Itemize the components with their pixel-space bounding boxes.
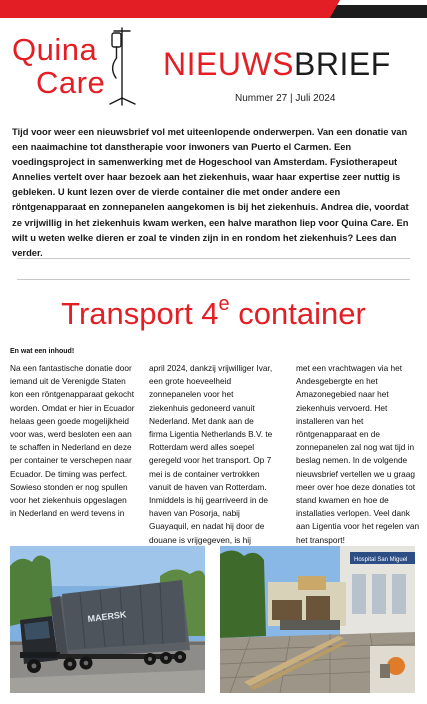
article-kicker: En wat een inhoud! <box>10 348 75 355</box>
newsletter-title-nieuws: NIEUWS <box>163 46 294 82</box>
article-column-1: Na een fantastische donatie door iemand uit de Verenigde Staten kon een röntgenapparaat gekocht worden. Omdat er hier in Ecuador helaas geen goede mogelijkheid voor was, werd besloten een aan te schaffen in Nederland en deze per container te verschepen naar Ecuador. De timing was perfect. Sowieso stonden er nog spullen voor het ziekenhuis opgeslagen in Nederland en werd tevens in <box>10 363 135 519</box>
article-title-superscript: e <box>218 292 230 315</box>
article-column-3: met een vrachtwagen via het Andesgebergte en het Amazonegebied naar het ziekenhuis vervoerd. Het installeren van het röntgenapparaat en de zonnepanelen zal nog wat tijd in beslag nemen. In de volgende nieuwsbrief vertellen we u graag meer over hoe deze donaties tot stand kwamen en hoe de installaties verlopen. Veel dank aan Ligentia voor het regelen van het transport! <box>296 363 420 545</box>
iv-drip-stand-icon <box>105 24 145 106</box>
hospital-sign-text: Hospital San Miguel <box>354 557 408 563</box>
intro-paragraph: Tijd voor weer een nieuwsbrief vol met uiteenlopende onderwerpen. Van een donatie van een naaimachine tot danstherapie voor inwoners van Puerto el Carmen. Een voedingsproject in samenwerking met de Hogeschool van Amsterdam. Fysiotherapeut Annelies vertelt over haar bezoek aan het ziekenhuis, waar haar expertise zeer nuttig is gebleken. U kunt lezen over de vierde container die met onder andere een röntgenapparaat en zonnepanelen aangekomen is bij het ziekenhuis. Andrea die, voordat ze vrijwillig in het ziekenhuis kwam werken, een halve marathon liep voor Quina Care. En wilt u weten welke dieren er zoal te vinden zijn in en rondom het ziekenhuis? Lees dan verder. <box>12 126 409 258</box>
newsletter-title <box>163 48 391 80</box>
container-brand-text: MAERSK <box>87 609 127 624</box>
newsletter-title-brief: BRIEF <box>294 46 391 82</box>
logo-line-quina: Quina <box>12 32 98 67</box>
article-title-end: container <box>229 296 366 331</box>
divider <box>17 258 410 259</box>
logo-line-care: Care <box>36 65 106 100</box>
top-banner <box>0 0 427 18</box>
article-title-main: Transport 4 <box>61 296 219 331</box>
top-banner-red-stripe <box>0 0 340 18</box>
issue-label: Nummer 27 | Juli 2024 <box>235 93 336 104</box>
divider <box>17 279 410 280</box>
article-title <box>0 294 427 334</box>
article-column-2: april 2024, dankzij vrijwilliger Ivar, een grote hoeveelheid zonnepanelen voor het ziekenhuis gedoneerd vanuit Nederland. Met dank aan de firma Ligentia Netherlands B.V. te Rotterdam werd alles soepel geregeld voor het transport. Op 7 mei is de container vertrokken vanuit de haven van Rotterdam. Inmiddels is hij gearriveerd in de haven van Posorja, nabij Guayaquil, en nadat hij door de douane is vrijgegeven, is hij <box>149 363 273 545</box>
photo-container-truck <box>10 546 205 693</box>
photo-hospital-solar-panels <box>220 546 415 693</box>
